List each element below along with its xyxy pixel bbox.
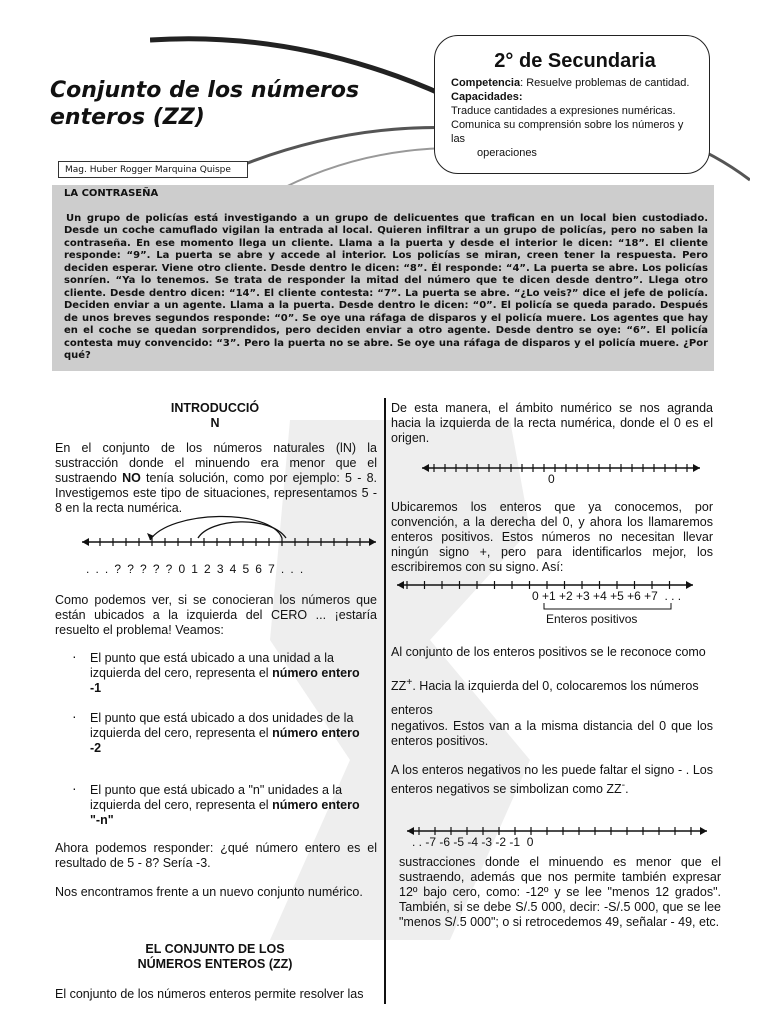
capacidad-2-cont: operaciones bbox=[477, 147, 537, 159]
number-line-subtraction bbox=[80, 510, 380, 555]
paragraph-right-3b: ZZ+. Hacia la izquierda del 0, colocaremos los números bbox=[391, 677, 699, 694]
no-emphasis: NO bbox=[122, 471, 141, 485]
negative-labels: . . -7 -6 -5 -4 -3 -2 -1 0 bbox=[412, 835, 534, 849]
paragraph-right-5: sustracciones donde el minuendo es menor que el sustraendo, además que nos permite también expresar 12º bajo cero, como: -12º y se lee "menos 12 grados". También, si se debe S/.5 000, decir: -S/.5 000, que se lee "menos S/.5 000"; o si retrocedemos 49, señalar - 49, etc. bbox=[399, 855, 721, 929]
paragraph-right-4: A los enteros negativos no les puede faltar el signo - . Los enteros negativos se simbolizan como ZZ-. bbox=[391, 763, 713, 797]
section-heading-enteros: EL CONJUNTO DE LOS NÚMEROS ENTEROS (ZZ) bbox=[137, 942, 293, 971]
paragraph-right-2: Ubicaremos los enteros que ya conocemos, por convención, a la derecha del 0, y ahora los llamaremos enteros positivos. Estos números no necesitan llevar ningún signo +, pero para identificarlos mejor, los escribiremos con su signo. Así: bbox=[391, 500, 713, 574]
list-item: · El punto que está ubicado a "n" unidades a la izquierda del cero, representa el número entero "-n" bbox=[72, 780, 360, 827]
origin-zero-label: 0 bbox=[548, 472, 555, 486]
capacidad-2: Comunica su comprensión sobre los números y las bbox=[451, 119, 684, 145]
competencia-label: Competencia bbox=[451, 77, 521, 89]
list-item: · El punto que está ubicado a dos unidades de la izquierda del cero, representa el número entero -2 bbox=[72, 708, 360, 755]
capacidad-1: Traduce cantidades a expresiones numéricas. bbox=[451, 105, 676, 117]
bullet-icon: · bbox=[72, 648, 77, 664]
number-line-labels: . . . ? ? ? ? ? 0 1 2 3 4 5 6 7 . . . bbox=[86, 562, 305, 576]
competencia-text: : Resuelve problemas de cantidad. bbox=[520, 77, 690, 89]
capacidades-label: Capacidades: bbox=[451, 91, 523, 103]
paragraph-left-5: El conjunto de los números enteros permite resolver las bbox=[55, 987, 364, 1001]
story-box bbox=[52, 185, 714, 371]
paragraph-right-3a: Al conjunto de los enteros positivos se le reconoce como bbox=[391, 645, 706, 659]
list-item: · El punto que está ubicado a una unidad a la izquierda del cero, representa el número entero -1 bbox=[72, 648, 360, 695]
paragraph-left-2: Como podemos ver, si se conocieran los números que están ubicados a la izquierda del CERO ... ¡estaría resuelto el problema! Veamos: bbox=[55, 593, 377, 637]
bullet-icon: · bbox=[72, 708, 77, 724]
paragraph-right-1: De esta manera, el ámbito numérico se nos agranda hacia la izquierda de la recta numérica, donde el 0 es el origen. bbox=[391, 401, 713, 445]
column-divider bbox=[384, 398, 386, 1004]
positive-labels: 0 +1 +2 +3 +4 +5 +6 +7 . . . bbox=[532, 589, 682, 603]
author-label: Mag. Huber Rogger Marquina Quispe bbox=[58, 161, 248, 178]
number-line-origin bbox=[420, 460, 704, 480]
intro-heading: INTRODUCCIÓ N bbox=[170, 401, 260, 430]
grade-title: 2° de Secundaria bbox=[494, 50, 656, 72]
competencia-line bbox=[451, 76, 699, 90]
paragraph-left-3: Ahora podemos responder: ¿qué número entero es el resultado de 5 - 8? Sería -3. bbox=[55, 841, 377, 870]
page-title: Conjunto de los números enteros (ZZ) bbox=[50, 78, 360, 130]
paragraph-right-3c: enteros bbox=[391, 703, 433, 717]
positive-bracket bbox=[543, 603, 673, 611]
course-info-box bbox=[434, 35, 710, 174]
positive-caption: Enteros positivos bbox=[546, 612, 638, 626]
story-title: LA CONTRASEÑA bbox=[64, 188, 159, 199]
paragraph-right-3d: negativos. Estos van a la misma distancia del 0 que los enteros positivos. bbox=[391, 719, 713, 748]
bullet-icon: · bbox=[72, 780, 77, 796]
paragraph-left-4: Nos encontramos frente a un nuevo conjunto numérico. bbox=[55, 885, 363, 899]
intro-paragraph: En el conjunto de los números naturales (lN) la sustracción donde el minuendo era menor que el sustraendo NO tenía solución, como por ejemplo: 5 - 8. Investigemos este tipo de situaciones, representamos 5 - 8 en la recta numérica. bbox=[55, 441, 377, 515]
story-body: Un grupo de policías está investigando a un grupo de delicuentes que trafican en un local bien custodiado. Desde un coche camuflado vigilan la entrada al local. Quieren infiltrar a un grupo de policías, pero no saben la contraseña. En ese momento llega un cliente. Llama a la puerta y desde el interior le dicen: “18”. El cliente responde: “9”. La puerta se abre y accede al interior. Los policías se miran, creen tener la respuesta. Pero deciden esperar. Viene otro cliente. Desde dentro le dicen: “8”. Él responde: “4”. La puerta se abre. Los policías sonríen. “Ya lo tenemos. Se trata de responder la mitad del número que te dicen desde dentro”. Llega otro cliente. Desde dentro dicen: “14”. El cliente contesta: “7”. La puerta se abre. “¿Lo veis?” dice el jefe de policía. Deciden enviar a un agente. Llama a la puerta. Desde dentro le dicen: “0”. El policía se queda parado. Después de unos breves segundos responde: “0”. Se oye una ráfaga de disparos y el policía muere. Los agentes que hay en el coche se quedan sorprendidos, pero deciden enviar a otro agente. Desde dentro se oye: “6”. El policía contesta muy convencido: “3”. Pero la puerta no se abre. Se oye una ráfaga de disparos y el policía muere. ¿Por qué? bbox=[64, 212, 708, 361]
